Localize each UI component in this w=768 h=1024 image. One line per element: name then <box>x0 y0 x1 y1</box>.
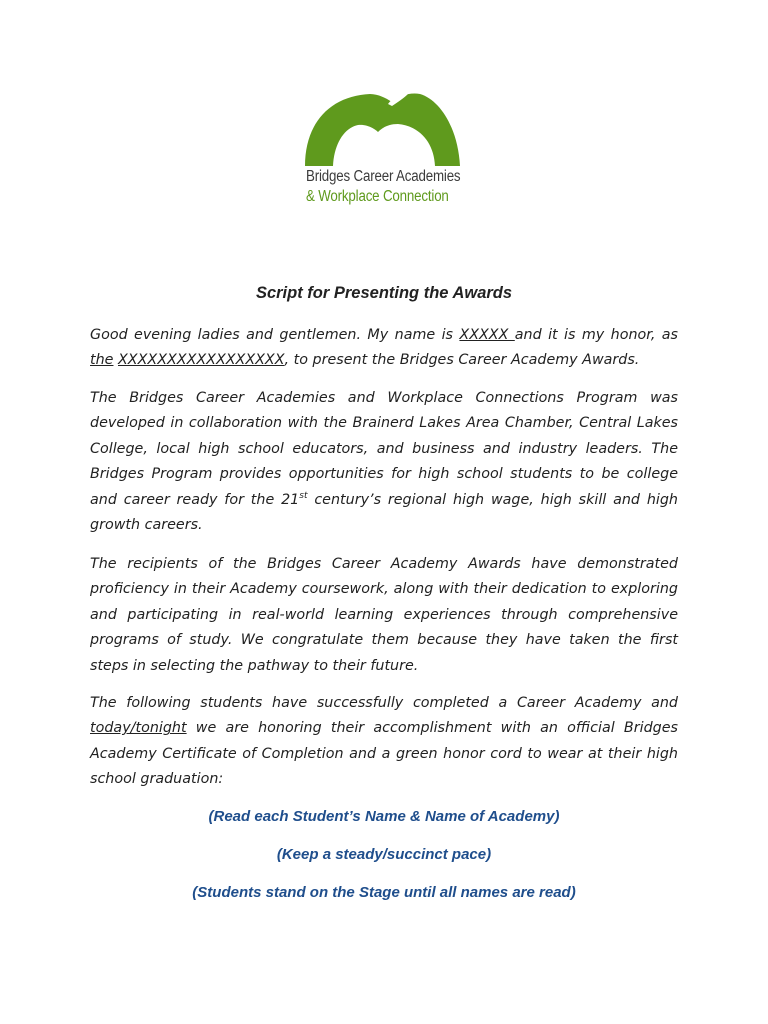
page-title: Script for Presenting the Awards <box>255 284 513 302</box>
name-blank: XXXXX <box>459 327 515 343</box>
title-blank: XXXXXXXXXXXXXXXXX <box>118 352 285 369</box>
today-tonight: today/tonight <box>90 720 187 737</box>
logo-line-1: Bridges Career Academies <box>306 168 461 185</box>
instruction-read-names: (Read each Student’s Name & Name of Academy) <box>208 808 560 825</box>
following-text-2: we are honoring their accomplishment with an official Bridges Academy Certificate of Completion and a green honor cord to wear at their high school graduation: <box>90 720 678 788</box>
instruction-stand: (Students stand on the Stage until all names are read) <box>192 884 576 901</box>
paragraph-recipients: The recipients of the Bridges Career Academy Awards have demonstrated proficiency in their Academy coursework, along with their dedication to exploring and participating in real-world learning experiences through comprehensive programs of study. We congratulate them because they have taken the first steps in selecting the pathway to their future. <box>90 556 678 674</box>
intro-text-3: , to present the Bridges Career Academy Awards. <box>284 352 640 369</box>
superscript-st: st <box>299 490 308 501</box>
logo <box>300 88 465 218</box>
program-text-1: The Bridges Career Academies and Workplace Connections Program was developed in collaboration with the Brainerd Lakes Area Chamber, Central Lakes College, local high school educators, and business and industry leaders. The Bridges Program provides opportunities for high school students to be college and career ready for the 21 <box>90 390 678 508</box>
paragraph-program <box>90 386 678 538</box>
paragraph-following <box>90 691 678 793</box>
intro-text-2: and it is my honor, as <box>514 327 679 343</box>
program-text-2: century’s regional high wage, high skill and high growth careers. <box>90 491 678 534</box>
instruction-pace: (Keep a steady/succinct pace) <box>276 846 492 863</box>
paragraph-intro <box>90 323 678 374</box>
intro-text-1: Good evening ladies and gentlemen. My name is <box>90 327 460 343</box>
the-underlined: the <box>90 352 114 369</box>
apple-arc-logo-icon <box>300 88 465 168</box>
logo-line-2: & Workplace Connection <box>306 188 449 205</box>
following-text-1: The following students have successfully completed a Career Academy and <box>90 695 678 711</box>
